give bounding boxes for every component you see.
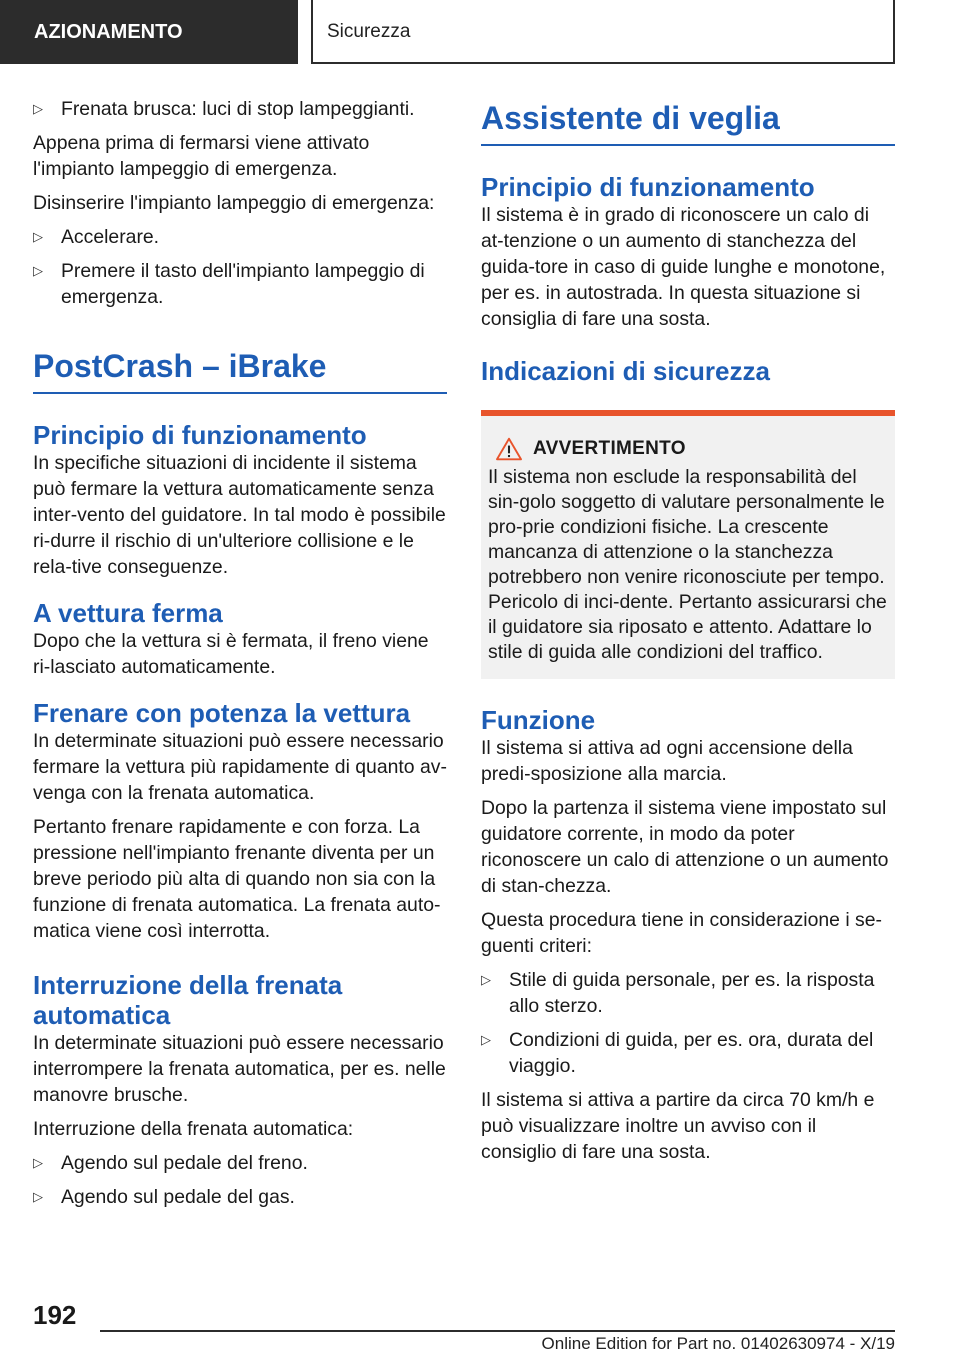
paragraph: Il sistema si attiva a partire da circa 70 km/h e può visualizzare inoltre un avviso con il consiglio di fare una sosta. [481,1089,875,1163]
footer-divider [100,1330,895,1332]
warning-title: AVVERTIMENTO [533,438,686,459]
paragraph: Pertanto frenare rapidamente e con forza. La pressione nell'impianto frenante diventa per un breve periodo più alta di quando non sia con la funzione di frenata automatica. La frenata auto-matica viene così interrotta. [33,816,441,942]
subsection-title: Interruzione della frenata automatica [33,970,343,1030]
warning-triangle-icon [493,437,525,461]
paragraph: Appena prima di fermarsi viene attivato l'impianto lampeggio di emergenza. [33,132,370,180]
header-section-tab: AZIONAMENTO [0,0,298,64]
warning-header [488,436,887,461]
page-number: 192 [33,1300,77,1330]
right-column [481,96,895,1173]
triangle-bullet-icon: ▷ [33,101,43,116]
list-item: ▷ Frenata brusca: luci di stop lampeggianti. [33,98,415,120]
list-item: ▷ Premere il tasto dell'impianto lampeggio di emergenza. [33,260,425,308]
paragraph: Il sistema si attiva ad ogni accensione della predi-sposizione alla marcia. [481,737,853,785]
subsection-title: Frenare con potenza la vettura [33,698,411,728]
list-item: ▷ Condizioni di guida, per es. ora, durata del viaggio. [481,1029,874,1077]
triangle-bullet-icon: ▷ [33,263,43,278]
subsection-title: Principio di funzionamento [33,420,367,450]
triangle-bullet-icon: ▷ [33,1155,43,1170]
paragraph: Dopo la partenza il sistema viene impostato sul guidatore corrente, in modo da poter riconoscere un calo di attenzione o un aumento di stan-chezza. [481,797,889,897]
subsection-title: Indicazioni di sicurezza [481,356,770,386]
paragraph: Disinserire l'impianto lampeggio di emergenza: [33,192,435,214]
warning-box [481,410,895,679]
list-item: ▷ Accelerare. [33,226,160,248]
paragraph: Questa procedura tiene in considerazione i se-guenti criteri: [481,909,882,957]
footer-edition: Online Edition for Part no. 01402630974 - X/19 [541,1334,895,1353]
list-item: ▷ Agendo sul pedale del gas. [33,1186,295,1208]
section-title-postcrash: PostCrash – iBrake [33,344,447,394]
left-column [33,96,447,1218]
subsection-title: A vettura ferma [33,598,223,628]
paragraph: In specifiche situazioni di incidente il sistema può fermare la vettura automaticamente senza inter-vento del guidatore. In tal modo è possibile ri-durre il rischio di un'ulteriore collisione e le rela-tive conseguenze. [33,452,446,578]
subsection-title: Principio di funzionamento [481,172,815,202]
subsection-title: Funzione [481,705,596,735]
paragraph: In determinate situazioni può essere necessario interrompere la frenata automatica, per es. nelle manovre brusche. [33,1032,446,1106]
paragraph: Interruzione della frenata automatica: [33,1118,354,1140]
triangle-bullet-icon: ▷ [481,1032,491,1047]
list-item: ▷ Agendo sul pedale del freno. [33,1152,308,1174]
list-item: ▷ Stile di guida personale, per es. la risposta allo sterzo. [481,969,875,1017]
header-chapter-tab: Sicurezza [311,0,895,64]
section-title-assistente: Assistente di veglia [481,96,895,146]
paragraph: Dopo che la vettura si è fermata, il freno viene ri-lasciato automaticamente. [33,630,429,678]
paragraph: Il sistema è in grado di riconoscere un calo di at-tenzione o un aumento di stanchezza del guida-tore in caso di guide lunghe e monotone, per es. in autostrada. In questa situazione si consiglia di fare una sosta. [481,204,886,330]
warning-text: Il sistema non esclude la responsabilità del sin-golo soggetto di valutare personalmente le pro-prie condizioni fisiche. La crescente mancanza di attenzione o la stanchezza potrebbero non venire riconosciute per tempo. Pericolo di inci-dente. Pertanto assicurarsi che il guidatore sia riposato e attento. Adattare lo stile di guida alle condizioni del traffico. [488,466,887,663]
triangle-bullet-icon: ▷ [33,1189,43,1204]
paragraph: In determinate situazioni può essere necessario fermare la vettura più rapidamente di quanto av-venga con la frenata automatica. [33,730,447,804]
triangle-bullet-icon: ▷ [33,229,43,244]
triangle-bullet-icon: ▷ [481,972,491,987]
